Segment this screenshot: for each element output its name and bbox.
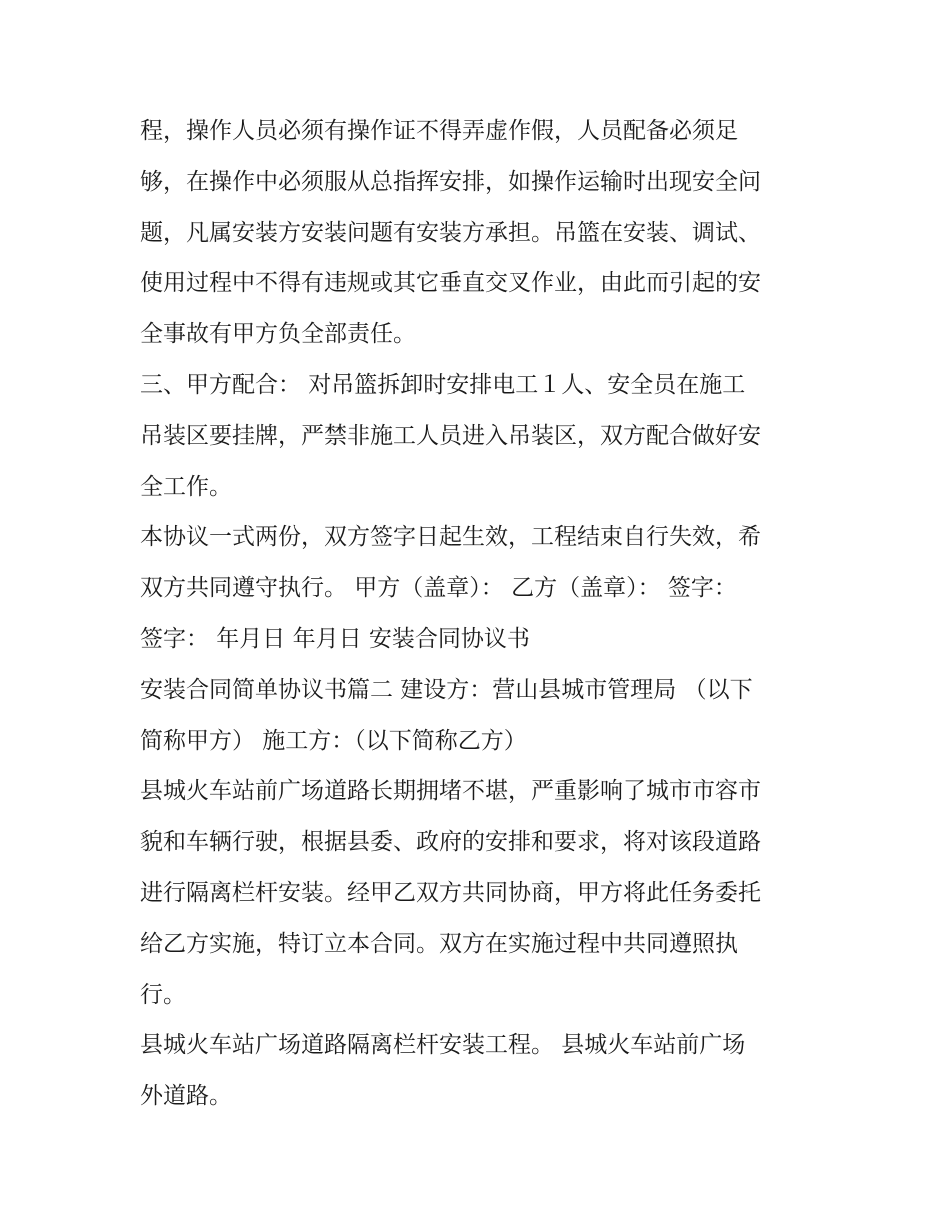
text-line: 安装合同简单协议书篇二 建设方：营山县城市管理局 （以下 — [140, 676, 753, 703]
text-line: 进行隔离栏杆安装。经甲乙双方共同协商，甲方将此任务委托 — [140, 879, 761, 906]
document-body — [140, 106, 820, 1122]
text-line: 三、甲方配合： 对吊篮拆卸时安排电工１人、安全员在施工 — [140, 371, 746, 398]
text-line: 双方共同遵守执行。 甲方（盖章）： 乙方（盖章）： 签字： — [140, 575, 737, 602]
text-line: 题，凡属安装方安装问题有安装方承担。吊篮在安装、调试、 — [140, 219, 761, 246]
text-line: 行。 — [140, 981, 186, 1008]
text-line: 给乙方实施，特订立本合同。双方在实施过程中共同遵照执 — [140, 930, 738, 957]
text-line: 外道路。 — [140, 1083, 232, 1110]
text-line: 本协议一式两份，双方签字日起生效，工程结束自行失效，希 — [140, 524, 761, 551]
text-line: 全事故有甲方负全部责任。 — [140, 321, 416, 348]
text-line: 吊装区要挂牌，严禁非施工人员进入吊装区，双方配合做好安 — [140, 422, 761, 449]
text-line: 貌和车辆行驶，根据县委、政府的安排和要求，将对该段道路 — [140, 829, 761, 856]
text-line: 县城火车站前广场道路长期拥堵不堪，严重影响了城市市容市 — [140, 778, 761, 805]
text-line: 签字： 年月日 年月日 安装合同协议书 — [140, 625, 530, 652]
text-line: 程，操作人员必须有操作证不得弄虚作假，人员配备必须足 — [140, 118, 738, 144]
text-line: 够，在操作中必须服从总指挥安排，如操作运输时出现安全问 — [140, 168, 761, 195]
text-line: 简称甲方） 施工方：（以下简称乙方） — [140, 727, 527, 754]
text-line: 县城火车站广场道路隔离栏杆安装工程。 县城火车站前广场 — [140, 1032, 746, 1059]
text-line: 使用过程中不得有违规或其它垂直交叉作业，由此而引起的安 — [140, 270, 761, 297]
text-line: 全工作。 — [140, 473, 232, 500]
